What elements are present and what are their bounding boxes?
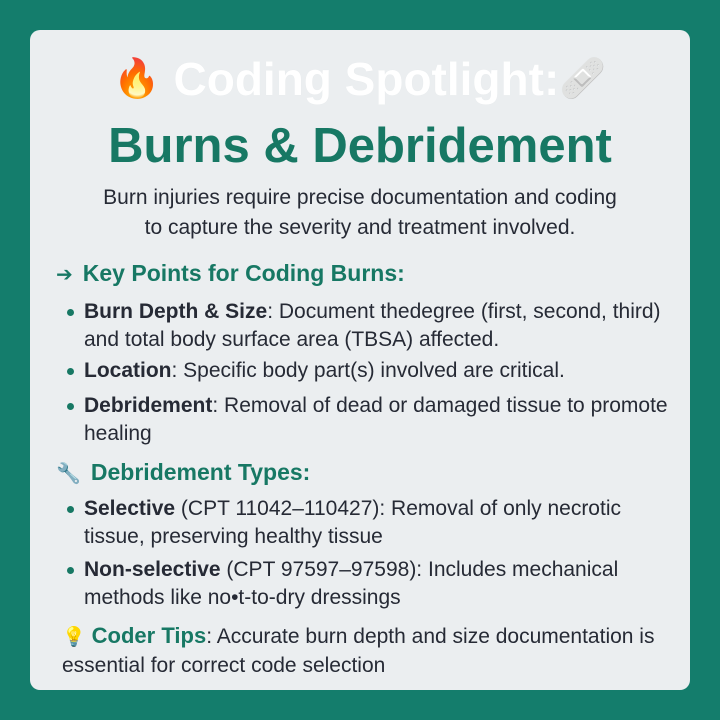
- bullet-dot: [67, 403, 74, 410]
- bullet-dot: [67, 506, 74, 513]
- lightbulb-icon: 💡: [62, 627, 86, 648]
- tips-text: : Accurate burn depth and size documentation is essential for correct code selection: [62, 625, 655, 677]
- tips-term: Coder Tips: [91, 623, 207, 648]
- intro-line-2: to capture the severity and treatment involved.: [144, 216, 576, 239]
- list-item: [84, 556, 684, 612]
- list-item: [84, 495, 684, 551]
- list-item: [84, 392, 684, 448]
- arrow-right-icon: ➔: [56, 264, 73, 286]
- item-term: Selective: [84, 497, 176, 520]
- item-term: Debridement: [84, 394, 213, 417]
- page-title: Burns & Debridement: [108, 119, 612, 173]
- item-text: : Specific body part(s) involved are critical.: [171, 359, 565, 382]
- item-term: Non-selective: [84, 558, 221, 581]
- list-item: [84, 298, 684, 354]
- bullet-dot: [67, 368, 74, 375]
- item-term: Location: [84, 359, 172, 382]
- item-text: : Removal of dead or damaged tissue to promote healing: [84, 394, 668, 445]
- list-item: [84, 357, 684, 385]
- item-text: : Document thedegree (first, second, third) and total body surface area (TBSA) affected.: [84, 300, 661, 351]
- types-heading-text: Debridement Types:: [90, 459, 311, 485]
- item-text: (CPT 97597–97598): Includes mechanical methods like no•t-to-dry dressings: [84, 558, 619, 609]
- intro-text: [60, 183, 660, 243]
- fire-icon: 🔥: [113, 58, 161, 100]
- key-points-heading-text: Key Points for Coding Burns:: [82, 260, 405, 286]
- intro-line-1: Burn injuries require precise documentation and coding: [103, 186, 617, 209]
- spotlight-title-text: Coding Spotlight:: [173, 53, 560, 105]
- types-heading: [56, 458, 310, 488]
- item-term: Burn Depth & Size: [84, 300, 268, 323]
- item-text: (CPT 11042–110427): Removal of only necrotic tissue, preserving healthy tissue: [84, 497, 621, 548]
- key-points-heading: [56, 259, 405, 289]
- bullet-dot: [67, 567, 74, 574]
- wrench-icon: 🔧: [56, 463, 81, 485]
- bandage-icon: 🩹: [559, 58, 607, 100]
- coder-tips: [62, 622, 692, 680]
- spotlight-title: [0, 50, 720, 108]
- bullet-dot: [67, 309, 74, 316]
